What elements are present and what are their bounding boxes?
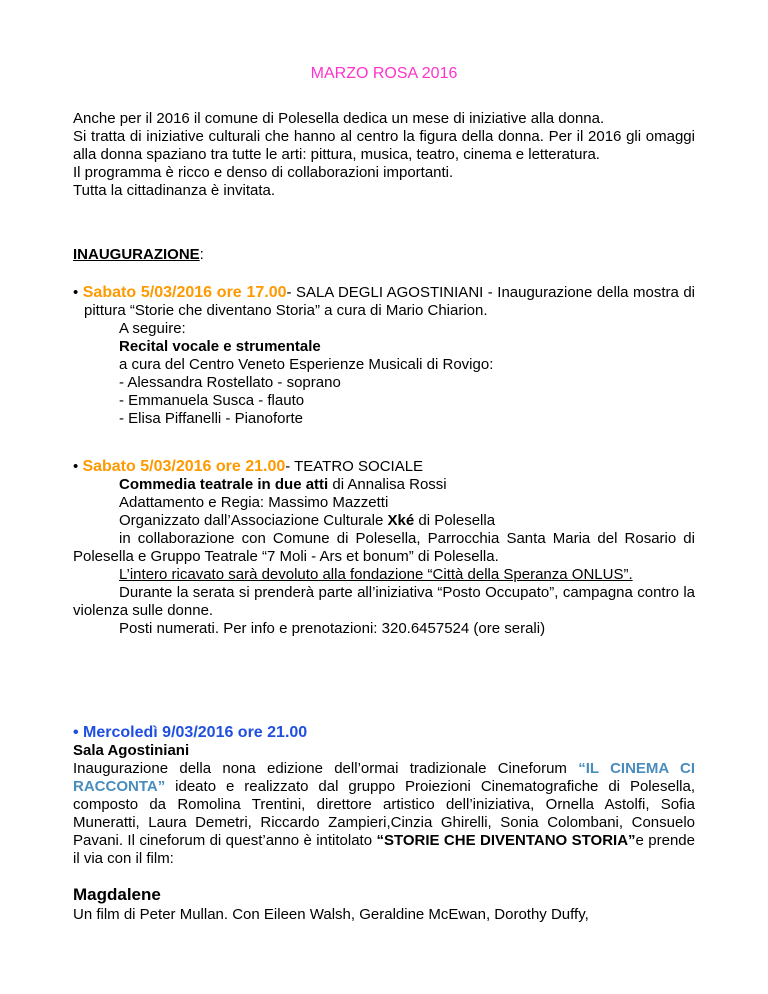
collaborazione-line: in collaborazione con Comune di Polesella, Parrocchia Santa Maria del Rosario di Polesella e Gruppo Teatrale “7 Moli - Ars et bonum” di Polesella. [73, 530, 695, 565]
organizzato-pre: Organizzato dall’Associazione Culturale [119, 512, 388, 529]
commedia-author: di Annalisa Rossi [328, 476, 447, 493]
posti-line: Posti numerati. Per info e prenotazioni: 320.6457524 (ore serali) [119, 620, 546, 637]
cineforum-theme: “STORIE CHE DIVENTANO STORIA” [376, 832, 636, 849]
event-3-date: • Mercoledì 9/03/2016 ore 21.00 [73, 724, 308, 741]
intro-line-1: Anche per il 2016 il comune di Polesella dedica un mese di iniziative alla donna. [73, 110, 605, 127]
recital-organizer: a cura del Centro Veneto Esperienze Musicali di Rovigo: [119, 356, 494, 373]
organizzato-post: di Polesella [414, 512, 496, 529]
event-3-description [73, 760, 695, 868]
intro-line-2: Si tratta di iniziative culturali che hanno al centro la figura della donna. Per il 2016 gli omaggi alla donna spaziano tra tutte le arti: pittura, musica, teatro, cinema e letteratura. [73, 128, 695, 163]
organizzato-line [73, 512, 695, 530]
inaugurazione-colon: : [199, 246, 204, 263]
a-seguire: A seguire: [119, 320, 186, 337]
adattamento-line: Adattamento e Regia: Massimo Mazzetti [119, 494, 389, 511]
inaugurazione-heading [73, 246, 695, 264]
event-3-venue: Sala Agostiniani [73, 742, 190, 759]
performer-2: - Emmanuela Susca - flauto [119, 392, 305, 409]
bullet: • [73, 284, 79, 301]
serata-line: Durante la serata si prenderà parte all’iniziativa “Posto Occupato”, campagna contro la violenza sulle donne. [73, 584, 695, 619]
event-1-headline [73, 284, 695, 320]
event-3 [73, 724, 695, 868]
film-section [73, 884, 695, 924]
event-2-details [73, 476, 695, 638]
event-1-details [73, 320, 695, 428]
film-credits: Un film di Peter Mullan. Con Eileen Walsh, Geraldine McEwan, Dorothy Duffy, [73, 906, 589, 923]
intro-line-4: Tutta la cittadinanza è invitata. [73, 182, 276, 199]
cineforum-name: “IL CINEMA CI RACCONTA” [73, 760, 695, 795]
page-title: MARZO ROSA 2016 [310, 65, 458, 82]
event-1-description: - SALA DEGLI AGOSTINIANI - Inaugurazione della mostra di pittura “Storie che diventano Storia” a cura di Mario Chiarion. [84, 284, 695, 319]
event-3-text-3: e prende il via con il film: [73, 832, 695, 867]
event-1 [73, 284, 695, 428]
event-3-text-2: ideato e realizzato dal gruppo Proiezioni Cinematografiche di Polesella, composto da Romolina Trentini, direttore artistico dell’iniziativa, Ornella Astolfi, Sofia Muneratti, Laura Demetri, Riccardo Zampieri,Cinzia Ghirelli, Sonia Colombani, Consuelo Pavani. Il cineforum di quest’anno è intitolato [73, 778, 695, 849]
event-3-text-1: Inaugurazione della nona edizione dell’ormai tradizionale Cineforum [73, 760, 579, 777]
performer-1: - Alessandra Rostellato - soprano [119, 374, 341, 391]
commedia-line [73, 476, 695, 494]
intro-section [73, 110, 695, 200]
commedia-title: Commedia teatrale in due atti [119, 476, 329, 493]
event-2-date: Sabato 5/03/2016 ore 21.00 [82, 458, 286, 475]
organizzato-association: Xké [387, 512, 415, 529]
performer-3: - Elisa Piffanelli - Pianoforte [119, 410, 303, 427]
event-2-venue: - TEATRO SOCIALE [285, 458, 424, 475]
event-2 [73, 458, 695, 638]
event-2-headline [73, 458, 695, 476]
ricavato-line [73, 566, 695, 584]
event-1-date: Sabato 5/03/2016 ore 17.00 [82, 284, 287, 301]
film-title: Magdalene [73, 885, 161, 904]
intro-line-3: Il programma è ricco e denso di collaborazioni importanti. [73, 164, 454, 181]
recital-title: Recital vocale e strumentale [119, 338, 321, 355]
ricavato-text: L’intero ricavato sarà devoluto alla fondazione “Città della Speranza ONLUS”. [119, 566, 633, 583]
inaugurazione-label: INAUGURAZIONE [73, 246, 200, 263]
bullet: • [73, 458, 79, 475]
